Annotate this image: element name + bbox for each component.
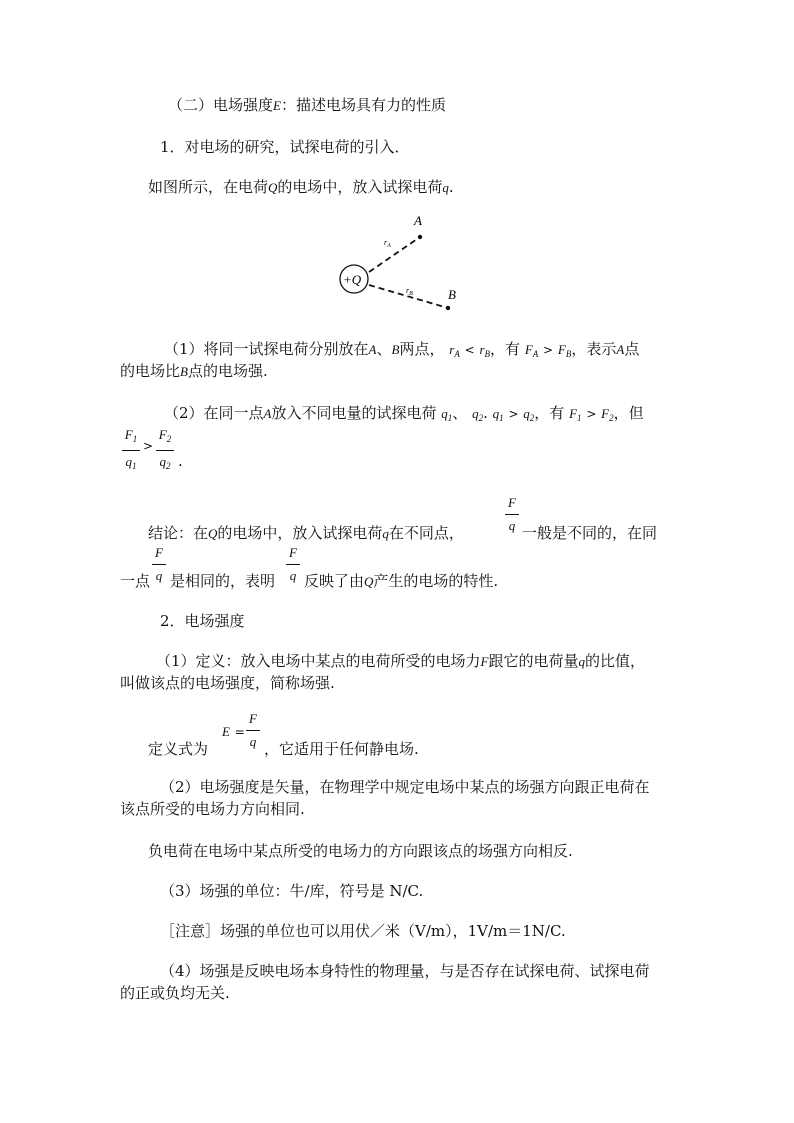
ra-inline: $r_A$ [449,342,460,359]
unit-paragraph: （3）场强的单位：牛/库，符号是 N/C. [160,882,424,900]
fraction-f-q-b: F q [152,544,166,585]
formula-fraction: F q [246,710,260,751]
source-charge-label: +Q [343,272,362,287]
conclusion-line-2-mid: 是相同的，表明 [170,572,276,590]
formula-note: ，它适用于任何静电场. [264,740,419,758]
point-1-line-1: （1）将同一试探电荷分别放在A、B两点， $r_A < r_B$，有 $F_A > F_B$，表示A点 [164,340,640,359]
point-4-line-1: （4）场强是反映电场本身特性的物理量，与是否存在试探电荷、试探电荷 [160,962,650,980]
point-4-line-2: 的正或负均无关. [120,984,230,1002]
fraction-f-q-c: F q [286,544,300,585]
fraction-f1-q1: $F_1$ $q_1$ [122,426,140,475]
rb-label: $r_B$ [406,286,413,297]
point-a-label: A [414,213,422,228]
formula-label: 定义式为 [148,740,209,758]
intro-paragraph: 如图所示，在电荷Q的电场中，放入试探电荷q. [148,178,454,196]
definition-line-1: （1）定义：放入电场中某点的电荷所受的电场力F跟它的电荷量q的比值， [156,652,646,670]
fa-inline: $F_A$ [524,342,539,359]
dashed-line-to-a [369,237,420,272]
ra-label: $r_A$ [384,238,391,249]
fb-inline: $F_B$ [557,342,572,359]
charge-field-figure [330,205,480,315]
negative-charge-paragraph: 负电荷在电场中某点所受的电场力的方向跟该点的场强方向相反. [148,842,573,860]
point-1-line-2: 的电场比B点的电场强. [120,362,268,380]
subsection-title-1: 1．对电场的研究，试探电荷的引入． [160,138,410,156]
conclusion-line-1-end: 一般是不同的，在同 [522,524,658,542]
conclusion-line-1: 结论：在Q的电场中，放入试探电荷q在不同点， [148,524,464,542]
section-heading: （二）电场强度E：描述电场具有力的性质 [168,96,446,114]
subsection-title-2: 2．电场强度 [160,612,245,630]
point-b-dot [446,306,450,310]
point-2-line-1: （2）在同一点A放入不同电量的试探电荷 $q_1$、 $q_2$. $q_1 > q_2$，有 $F_1 > F_2$，但 [164,404,644,423]
fraction-f2-q2: $F_2$ $q_2$ [156,426,174,475]
rb-inline: $r_B$ [479,342,491,359]
conclusion-line-2-start: 一点 [120,572,151,590]
point-2-end: . [178,452,183,470]
fraction-f-q-a: F q [505,494,519,535]
point-a-dot [418,235,422,239]
point-b-label: B [448,287,456,302]
formula-lhs: E = [222,724,245,739]
note-paragraph: ［注意］场强的单位也可以用伏／米（V/m），1V/m＝1N/C. [160,922,566,940]
fraction-gt: > [143,439,154,453]
conclusion-line-2-end: 反映了由Q产生的电场的特性. [304,572,499,590]
definition-line-2: 叫做该点的电场强度，简称场强. [120,674,335,692]
vector-line-2: 该点所受的电场力方向相同. [120,800,305,818]
vector-line-1: （2）电场强度是矢量，在物理学中规定电场中某点的场强方向跟正电荷在 [160,778,650,796]
